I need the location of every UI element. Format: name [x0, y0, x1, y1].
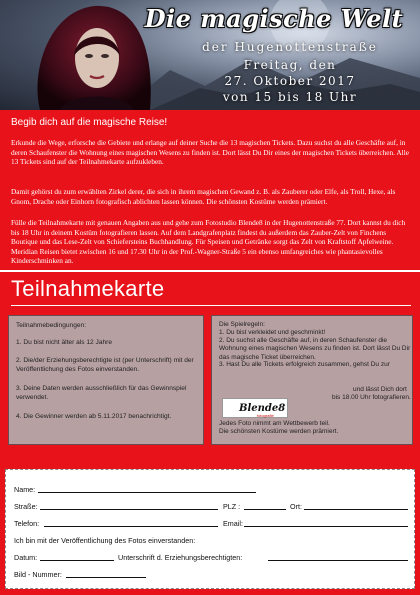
- rule-item: und lässt Dich dort: [353, 386, 407, 393]
- city-field[interactable]: [304, 509, 408, 510]
- card-title: Teilnahmekarte: [11, 276, 165, 301]
- phone-field[interactable]: [44, 526, 218, 527]
- street-label: Straße:: [14, 502, 38, 511]
- info-section: [0, 110, 420, 270]
- info-paragraph-locations: Fülle die Teilnahmekarte mit genauen Angaben aus und gehe zum Fotostudio Blende8 in der Hugenottenstraße 77. Dort kannst du dich bis 18 Uhr in deinem Kostüm fotografieren lassen. Auf dem Landgrafenplatz findest du außerdem das Zauber-Zelt von Finchens Boutique und das Lese-Zelt von Schiefersteins Buchhandlung. Für Speisen und Getränke sorgt das Zelt von Kraftstoff Apfelweine. Meridian Reisen bietet zwischen 16 und 17.30 Uhr in der Prof.-Wagner-Straße 5 ein ebenso umfangreiches wie phantasievolles Kinderschminken an.: [11, 218, 406, 266]
- header-banner: [0, 0, 420, 110]
- condition-item: 2. Die/der Erziehungsberechtigte ist (per Unterschrift) mit der Veröffentlichung des Fotos einverstanden.: [16, 357, 194, 374]
- info-paragraph-costumes: Damit gehörst du zum erwählten Zirkel derer, die sich in ihrem magischen Gewand z. B. als Zauberer oder Elfe, als Troll, Hexe, als Gnom, Drache oder Einhorn fotografisch ablichten lassen können. Die schönsten Kostüme werden prämiert.: [11, 187, 396, 206]
- condition-item: 3. Deine Daten werden ausschließlich für das Gewinnspiel verwendet.: [16, 385, 187, 402]
- email-label: Email:: [223, 519, 243, 528]
- street-field[interactable]: [40, 509, 218, 510]
- rule-item: 1. Du bist verkleidet und geschminkt!: [219, 329, 326, 336]
- condition-item: 4. Die Gewinner werden ab 5.11.2017 benachrichtigt.: [16, 413, 172, 420]
- plz-field[interactable]: [244, 509, 286, 510]
- event-subtitle: der Hugenottenstraße: [202, 40, 378, 54]
- card-title-underline: [11, 305, 411, 306]
- blende8-logo: [222, 398, 288, 418]
- rules-heading: Die Spielregeln:: [219, 321, 265, 328]
- conditions-heading: Teilnahmebedingungen:: [16, 322, 87, 329]
- signature-label: Unterschrift d. Erziehungsberechtigten:: [118, 553, 243, 562]
- email-field[interactable]: [244, 526, 408, 527]
- blende8-logo-mark: [223, 399, 289, 419]
- name-field[interactable]: [38, 492, 256, 493]
- rule-item: 2. Du suchst alle Geschäfte auf, in deren Schaufenster die Wohnung eines magischen Wesens zu finden ist. Dort lässt Du Dir das magische Ticket überreichen.: [219, 337, 411, 361]
- date-label: Datum:: [14, 553, 38, 562]
- phone-label: Telefon:: [14, 519, 40, 528]
- event-date-line1: Freitag, den: [243, 58, 337, 72]
- conditions-box: [8, 315, 204, 445]
- rule-item: Jedes Foto nimmt am Wettbewerb teil.: [219, 420, 330, 427]
- event-date-line2: 27. Oktober 2017: [224, 74, 356, 88]
- logo-subtext: fotografie: [257, 413, 274, 418]
- event-title: Die magische Welt: [144, 4, 404, 33]
- city-label: Ort:: [290, 502, 302, 511]
- logo-wordmark: Blende8: [239, 403, 286, 414]
- rule-item: 3. Hast Du alle Tickets erfolgreich zusammen, gehst Du zur: [219, 361, 390, 368]
- photo-number-field[interactable]: [66, 577, 146, 578]
- photo-number-label: Bild - Nummer:: [14, 570, 62, 579]
- name-label: Name:: [14, 485, 36, 494]
- entry-form: [5, 469, 415, 589]
- date-field[interactable]: [40, 560, 114, 561]
- rule-item: bis 18.00 Uhr fotografieren.: [332, 394, 411, 401]
- signature-field[interactable]: [268, 560, 408, 561]
- consent-label: Ich bin mit der Veröffentlichung des Fotos einverstanden:: [14, 536, 196, 545]
- plz-label: PLZ :: [223, 502, 241, 511]
- info-heading: Begib dich auf die magische Reise!: [11, 117, 168, 128]
- rules-box: [211, 315, 413, 445]
- condition-item: 1. Du bist nicht älter als 12 Jahre: [16, 339, 113, 346]
- event-time: von 15 bis 18 Uhr: [222, 90, 358, 104]
- info-paragraph-tickets: Erkunde die Wege, erforsche die Gebiete und erlange auf deiner Suche die 13 magischen Tickets. Dazu suchst du alle Geschäfte auf, in deren Schaufenster die Wohnung eines magischen Wesens zu finden ist. Dort lässt Du Dir eines der magischen Tickets überreichen. Alle 13 Tickets sind auf der Teilnahmekarte aufzukleben.: [11, 138, 409, 167]
- rule-item: Die schönsten Kostüme werden prämiert.: [219, 428, 339, 435]
